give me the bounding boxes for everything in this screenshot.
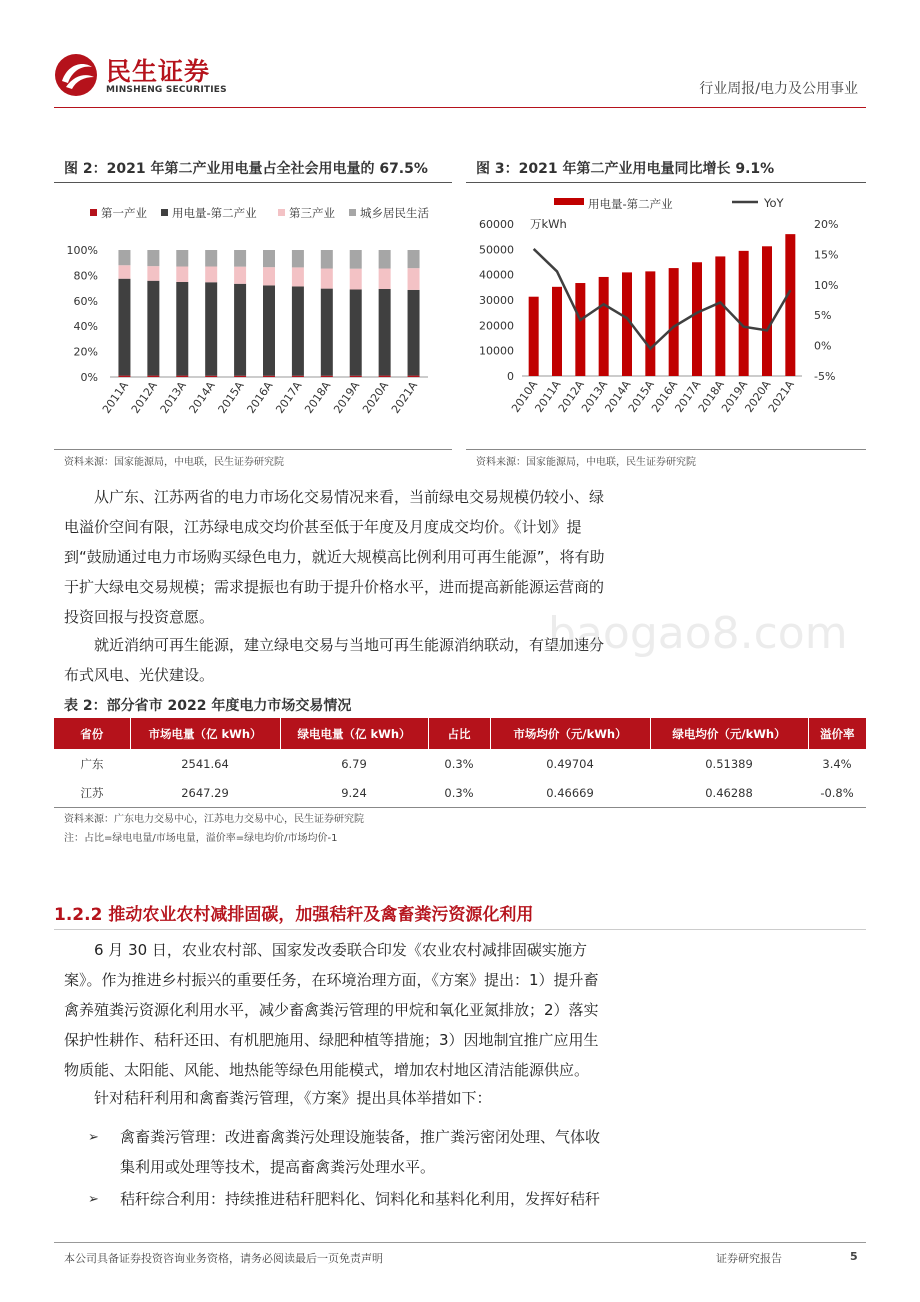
x-tick-label: 2021A xyxy=(388,379,421,416)
bar-segment xyxy=(321,269,333,289)
bar-segment xyxy=(379,376,391,377)
y-right-tick-label: 10% xyxy=(814,278,839,292)
yoy-line xyxy=(534,249,791,349)
col-header-green-price: 绿电均价（元/kWh） xyxy=(650,718,808,749)
table-cell: 2541.64 xyxy=(181,756,229,771)
x-tick-label: 2016A xyxy=(649,378,681,415)
y-right-tick-label: 5% xyxy=(814,309,832,323)
bar-segment xyxy=(292,250,304,267)
bar-segment xyxy=(292,286,304,375)
table-cell: 江苏 xyxy=(54,778,130,808)
bar-segment xyxy=(350,250,362,269)
figure2-source: 资料来源：国家能源局，中电联，民生证券研究院 xyxy=(64,457,284,468)
x-tick-label: 2011A xyxy=(532,378,564,415)
y-tick-label: 40% xyxy=(73,320,98,334)
bar xyxy=(529,297,539,376)
table-cell: 0.46288 xyxy=(650,778,808,808)
bar-segment xyxy=(263,285,275,375)
bar-segment xyxy=(292,376,304,377)
y-tick-label: 0% xyxy=(80,371,98,384)
y-right-tick-label: 20% xyxy=(814,218,839,231)
bar-segment xyxy=(321,289,333,376)
x-tick-label: 2016A xyxy=(244,379,276,416)
figure2-stacked-bar-chart xyxy=(54,190,454,445)
page-number: 5 xyxy=(850,1250,858,1263)
y-left-tick-label: 30000 xyxy=(479,294,514,307)
col-header-green-volume: 绿电电量（亿 kWh） xyxy=(280,718,428,749)
bar-segment xyxy=(118,265,130,278)
x-tick-label: 2019A xyxy=(719,378,751,415)
section-paragraph-2: 针对秸秆利用和禽畜粪污管理，《方案》提出具体举措如下： xyxy=(94,1089,492,1107)
x-tick-label: 2014A xyxy=(186,379,218,416)
x-tick-label: 2011A xyxy=(99,379,131,416)
table2-source: 资料来源：广东电力交易中心，江苏电力交易中心，民生证券研究院 xyxy=(64,814,364,825)
bar-segment xyxy=(408,290,420,376)
x-tick-label: 2010A xyxy=(509,378,541,415)
bar-segment xyxy=(176,282,188,376)
bar-segment xyxy=(263,376,275,377)
table-cell: 0.49704 xyxy=(546,756,594,771)
table-cell: -0.8% xyxy=(808,778,866,808)
x-tick-label: 2017A xyxy=(273,379,305,416)
x-tick-label: 2013A xyxy=(157,379,189,416)
bar-segment xyxy=(176,250,188,267)
minsheng-logo-icon xyxy=(54,53,98,97)
y-left-tick-label: 10000 xyxy=(479,344,514,358)
x-tick-label: 2020A xyxy=(742,378,774,415)
bar-segment xyxy=(205,376,217,377)
table-cell: 广东 xyxy=(80,756,104,771)
bar-segment xyxy=(118,376,130,377)
col-header-province: 省份 xyxy=(54,718,130,749)
x-tick-label: 2019A xyxy=(331,379,363,416)
figure2-bottom-rule xyxy=(54,449,452,450)
legend-label: 城乡居民生活 xyxy=(360,206,429,220)
bar xyxy=(645,271,655,376)
watermark: baogao8.com xyxy=(548,608,848,659)
x-tick-label: 2020A xyxy=(360,379,392,416)
bar xyxy=(739,251,749,376)
bar xyxy=(669,268,679,376)
y-tick-label: 60% xyxy=(73,294,98,308)
legend-label: 第三产业 xyxy=(289,206,335,220)
bar-segment xyxy=(321,250,333,269)
bar-segment xyxy=(408,376,420,377)
bar-segment xyxy=(234,284,246,376)
bar-segment xyxy=(350,269,362,290)
bar xyxy=(599,277,609,376)
table2-note: 注：占比=绿电电量/市场电量，溢价率=绿电均价/市场均价-1 xyxy=(64,833,338,844)
legend-swatch xyxy=(90,209,97,216)
y-axis-unit: 万kWh xyxy=(530,217,567,231)
bar-segment xyxy=(263,250,275,267)
bar-segment xyxy=(379,289,391,376)
x-tick-label: 2018A xyxy=(695,378,727,415)
y-right-tick-label: -5% xyxy=(814,370,836,383)
bar-segment xyxy=(147,376,159,377)
bullet-item-manure: 禽畜粪污管理：改进畜禽粪污处理设施装备，推广粪污密闭处理、气体收集利用或处理等技术，提高畜禽粪污处理水平。 xyxy=(120,1128,601,1176)
y-tick-label: 80% xyxy=(73,269,98,283)
col-header-premium: 溢价率 xyxy=(808,718,866,749)
bar xyxy=(552,287,562,376)
col-header-market-volume: 市场电量（亿 kWh） xyxy=(130,718,280,749)
bar-segment xyxy=(292,267,304,286)
figure3-title-rule xyxy=(466,182,866,183)
y-tick-label: 100% xyxy=(66,244,98,257)
bar xyxy=(785,234,795,376)
y-left-tick-label: 0 xyxy=(507,370,514,383)
bullet-item-straw: 秸秆综合利用：持续推进秸秆肥料化、饲料化和基料化利用，发挥好秸秆 xyxy=(120,1190,601,1208)
figure2-title-rule xyxy=(54,182,452,183)
y-left-tick-label: 40000 xyxy=(479,268,514,282)
legend-label: 第一产业 xyxy=(101,206,147,220)
y-right-tick-label: 0% xyxy=(814,339,832,353)
x-tick-label: 2013A xyxy=(579,378,611,415)
body-paragraph-2: 就近消纳可再生能源，建立绿电交易与当地可再生能源消纳联动，有望加速分布式风电、光伏建设。 xyxy=(64,636,605,684)
table-cell: 9.24 xyxy=(280,778,428,808)
bar-segment xyxy=(379,250,391,269)
x-tick-label: 2012A xyxy=(555,378,587,415)
y-tick-label: 20% xyxy=(73,345,98,359)
bar-segment xyxy=(205,250,217,267)
legend-label: 用电量-第二产业 xyxy=(588,197,673,211)
bar-segment xyxy=(234,250,246,267)
table-row xyxy=(54,778,866,808)
legend-label: 用电量-第二产业 xyxy=(172,206,257,220)
y-left-tick-label: 50000 xyxy=(479,243,514,257)
figure3-title: 图 3：2021 年第二产业用电量同比增长 9.1% xyxy=(476,161,775,177)
market-trading-table xyxy=(54,718,866,808)
body-paragraph-1: 从广东、江苏两省的电力市场化交易情况来看，当前绿电交易规模仍较小、绿电溢价空间有限，江苏绿电成交均价甚至低于年度及月度成交均价。《计划》提到“鼓励通过电力市场购买绿色电力，就近大规模高比例利用可再生能源”，将有助于扩大绿电交易规模；需求提振也有助于提升价格水平，进而提高新能源运营商的投资回报与投资意愿。 xyxy=(64,488,605,626)
table-cell: 3.4% xyxy=(822,756,852,771)
table-cell: 2647.29 xyxy=(130,778,280,808)
bar xyxy=(575,283,585,376)
bullet-arrow-icon: ➢ xyxy=(88,1130,99,1145)
bar-segment xyxy=(350,289,362,375)
table-row xyxy=(54,749,866,778)
col-header-market-price: 市场均价（元/kWh） xyxy=(490,718,650,749)
table-cell: 0.3% xyxy=(428,778,490,808)
figure3-source: 资料来源：国家能源局，中电联，民生证券研究院 xyxy=(476,457,696,468)
figure3-bar-line-chart xyxy=(466,190,866,445)
section-heading-rule xyxy=(54,929,866,930)
section-paragraph-1: 6 月 30 日，农业农村部、国家发改委联合印发《农业农村减排固碳实施方案》。作为推进乡村振兴的重要任务，在环境治理方面，《方案》提出：1）提升畜禽养殖粪污资源化利用水平，减少畜禽粪污管理的甲烷和氧化亚氮排放；2）落实保护性耕作、秸秆还田、有机肥施用、绿肥种植等措施；3）因地制宜推广应用生物质能、太阳能、风能、地热能等绿色用能模式，增加农村地区清洁能源供应。 xyxy=(64,941,599,1079)
bar xyxy=(692,262,702,376)
table-cell: 0.51389 xyxy=(705,756,753,771)
legend-swatch xyxy=(349,209,356,216)
bar-segment xyxy=(408,250,420,268)
x-tick-label: 2015A xyxy=(215,379,247,416)
bar-segment xyxy=(234,376,246,377)
table-cell: 6.79 xyxy=(341,756,367,771)
figure3-bottom-rule xyxy=(466,449,866,450)
x-tick-label: 2017A xyxy=(672,378,704,415)
bar-segment xyxy=(350,376,362,377)
footer-disclaimer: 本公司具备证券投资咨询业务资格，请务必阅读最后一页免责声明 xyxy=(64,1252,383,1265)
logo-english-name: MINSHENG SECURITIES xyxy=(106,85,227,95)
legend-swatch xyxy=(161,209,168,216)
bar-segment xyxy=(147,266,159,281)
y-right-tick-label: 15% xyxy=(814,248,839,262)
bar-segment xyxy=(321,376,333,377)
x-tick-label: 2012A xyxy=(128,379,160,416)
footer-divider xyxy=(54,1242,866,1243)
bar-segment xyxy=(118,250,130,265)
report-category: 行业周报/电力及公用事业 xyxy=(699,81,858,97)
bar-segment xyxy=(205,282,217,375)
logo-chinese-name: 民生证券 xyxy=(106,57,211,86)
bar-segment xyxy=(147,250,159,266)
section-heading: 1.2.2 推动农业农村减排固碳，加强秸秆及禽畜粪污资源化利用 xyxy=(54,905,534,925)
header-divider xyxy=(54,107,866,108)
col-header-share: 占比 xyxy=(428,718,490,749)
legend-swatch xyxy=(554,198,584,205)
bar-segment xyxy=(205,267,217,283)
figure2-title: 图 2：2021 年第二产业用电量占全社会用电量的 67.5% xyxy=(64,161,428,177)
bullet-arrow-icon: ➢ xyxy=(88,1192,99,1207)
bar-segment xyxy=(408,268,420,290)
bar-segment xyxy=(147,281,159,376)
table-cell: 0.46669 xyxy=(490,778,650,808)
bar xyxy=(762,246,772,376)
bar-segment xyxy=(263,267,275,285)
legend-label: YoY xyxy=(764,196,784,210)
bar-segment xyxy=(176,267,188,282)
footer-doc-type: 证券研究报告 xyxy=(716,1252,782,1265)
table-header-row xyxy=(54,718,866,749)
table-cell: 0.3% xyxy=(444,756,474,771)
x-tick-label: 2015A xyxy=(625,378,657,415)
y-left-tick-label: 20000 xyxy=(479,319,514,333)
bar-segment xyxy=(118,279,130,376)
legend-swatch xyxy=(278,209,285,216)
x-tick-label: 2021A xyxy=(765,378,797,415)
bar-segment xyxy=(379,269,391,289)
bar-segment xyxy=(234,267,246,284)
x-tick-label: 2018A xyxy=(302,379,334,416)
y-left-tick-label: 60000 xyxy=(479,218,514,231)
table2-title: 表 2：部分省市 2022 年度电力市场交易情况 xyxy=(64,698,352,714)
x-tick-label: 2014A xyxy=(602,378,634,415)
bar-segment xyxy=(176,376,188,377)
bar xyxy=(715,256,725,376)
